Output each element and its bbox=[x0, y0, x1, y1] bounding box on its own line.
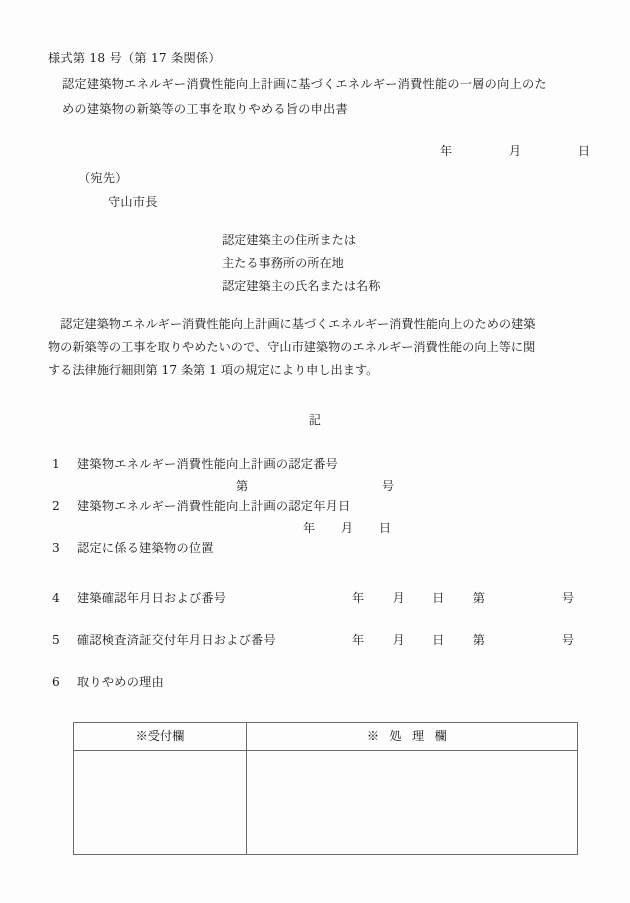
item-6-number: 6 bbox=[52, 675, 60, 689]
official-use-table bbox=[73, 722, 578, 855]
ki-marker: 記 bbox=[308, 413, 322, 427]
item-6-label: 取りやめの理由 bbox=[77, 675, 165, 689]
body-paragraph bbox=[48, 318, 584, 388]
applicant-name-label: 認定建築主の氏名または名称 bbox=[222, 279, 381, 294]
item-4-year-label: 年 bbox=[352, 591, 365, 605]
item-1-label: 建築物エネルギー消費性能向上計画の認定番号 bbox=[77, 457, 339, 471]
item-4-month-label: 月 bbox=[392, 591, 405, 605]
applicant-address-label: 認定建築主の住所または bbox=[222, 233, 357, 247]
document-title-line-2: めの建築物の新築等の工事を取りやめる旨の申出書 bbox=[62, 102, 348, 116]
applicant-block bbox=[222, 234, 380, 304]
date-day-label: 日 bbox=[577, 144, 590, 158]
item-2-number: 2 bbox=[52, 499, 60, 513]
body-paragraph-line-2: 物の新築等の工事を取りやめたいので、守山市建築物のエネルギー消費性能の向上等に関 bbox=[48, 340, 536, 355]
item-5-year-label: 年 bbox=[352, 633, 365, 647]
body-paragraph-line-1: 認定建築物エネルギー消費性能向上計画に基づくエネルギー消費性能向上のための建築 bbox=[48, 317, 536, 331]
addressee-label: （宛先） bbox=[78, 171, 128, 185]
reception-column-header: ※受付欄 bbox=[74, 723, 247, 751]
item-4-number: 4 bbox=[52, 591, 60, 605]
item-2-year-label: 年 bbox=[303, 521, 316, 535]
item-4-dai-label: 第 bbox=[472, 591, 485, 605]
item-1-certification-number-field bbox=[236, 480, 394, 492]
item-2-day-label: 日 bbox=[378, 521, 391, 535]
item-4-day-label: 日 bbox=[432, 591, 445, 605]
date-year-label: 年 bbox=[440, 144, 453, 158]
item-1-go-label: 号 bbox=[381, 479, 394, 493]
item-1-number: 1 bbox=[52, 457, 60, 471]
item-4-go-label: 号 bbox=[561, 591, 575, 605]
item-5-label: 確認検査済証交付年月日および番号 bbox=[77, 633, 276, 647]
processing-entry-cell[interactable] bbox=[247, 751, 578, 855]
body-paragraph-line-3: する法律施行細則第 17 条第 1 項の規定により申し出ます。 bbox=[48, 363, 379, 378]
item-4-confirmation-fields bbox=[352, 592, 574, 604]
item-5-number: 5 bbox=[52, 633, 60, 647]
table-body-row bbox=[74, 751, 578, 855]
item-5-month-label: 月 bbox=[392, 633, 405, 647]
date-month-label: 月 bbox=[508, 144, 522, 158]
table-header-row bbox=[74, 723, 578, 751]
addressee-name: 守山市長 bbox=[108, 195, 158, 209]
item-2-label: 建築物エネルギー消費性能向上計画の認定年月日 bbox=[77, 499, 351, 513]
item-2-month-label: 月 bbox=[340, 521, 354, 535]
applicant-office-location-label: 主たる事務所の所在地 bbox=[222, 256, 344, 271]
item-4-label: 建築確認年月日および番号 bbox=[77, 591, 227, 605]
item-5-dai-label: 第 bbox=[472, 633, 485, 647]
item-2-certification-date-field bbox=[303, 522, 391, 534]
item-5-day-label: 日 bbox=[432, 633, 445, 647]
processing-column-header: ※処理欄 bbox=[247, 723, 578, 751]
item-3-number: 3 bbox=[52, 541, 60, 555]
submission-date-row bbox=[440, 145, 590, 157]
item-1-dai-label: 第 bbox=[236, 479, 249, 493]
item-5-go-label: 号 bbox=[561, 633, 575, 647]
form-number: 様式第 18 号（第 17 条関係） bbox=[48, 51, 221, 65]
item-3-label: 認定に係る建築物の位置 bbox=[77, 541, 214, 555]
reception-entry-cell[interactable] bbox=[74, 751, 247, 855]
document-title-line-1: 認定建築物エネルギー消費性能向上計画に基づくエネルギー消費性能の一層の向上のた bbox=[62, 77, 547, 91]
item-5-inspection-fields bbox=[352, 634, 574, 646]
